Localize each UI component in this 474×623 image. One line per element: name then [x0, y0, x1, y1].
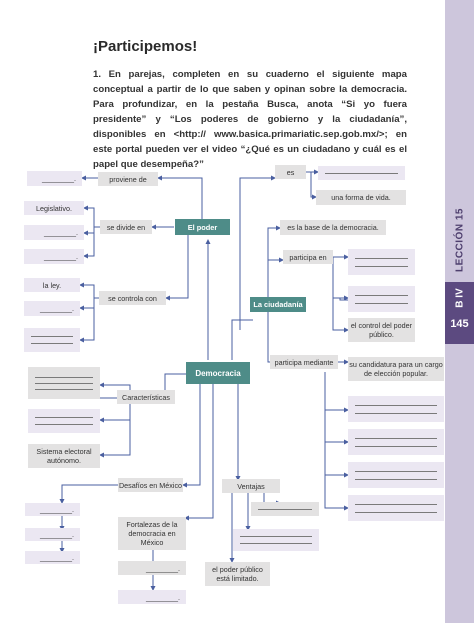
- node-democracia: Democracia: [186, 362, 250, 384]
- label-es: es: [275, 165, 306, 179]
- blank-participa-2[interactable]: [348, 286, 415, 312]
- blank-ventaja-2[interactable]: [233, 529, 319, 551]
- blank-control-2[interactable]: [24, 328, 80, 352]
- box-sistema-electoral: Sistema electoral autónomo.: [28, 444, 100, 468]
- blank-control-1[interactable]: ________.: [24, 301, 80, 316]
- blank-mediante-3[interactable]: [348, 462, 444, 488]
- box-base-democracia: es la base de la democracia.: [280, 220, 386, 235]
- box-fortalezas: Fortalezas de la democracia en México: [118, 517, 186, 550]
- label-proviene-de: proviene de: [98, 172, 158, 186]
- blank-caract-2[interactable]: [28, 409, 100, 433]
- label-se-controla-con: se controla con: [99, 291, 166, 305]
- blank-participa-1[interactable]: [348, 249, 415, 275]
- label-se-divide-en: se divide en: [100, 220, 152, 234]
- node-el-poder: El poder: [175, 219, 230, 235]
- lesson-text: LECCIÓN 15: [454, 208, 465, 272]
- instructions: 1. En parejas, completen en su cuaderno el siguiente mapa conceptual a partir de lo que saben y opinan sobre la democracia. Para profundizar, en la pestaña Busca, anota “Si yo fuera presidente” y “Los poderes de gobierno y la ciudadanía”, disponibles en <http:// www.basica.primariatic.sep.gob.mx/>; en este portal pueden ver el video “¿Qué es un ciudadano y cuál es el papel que desempeña?”: [93, 69, 407, 170]
- box-poder-limitado: el poder público está limitado.: [205, 562, 270, 586]
- box-candidatura: su candidatura para un cargo de elección popular.: [348, 357, 444, 381]
- blank-mediante-4[interactable]: [348, 495, 444, 521]
- label-participa-en: participa en: [283, 250, 333, 264]
- blank-division-1[interactable]: ________.: [24, 225, 84, 240]
- blank-caract-1[interactable]: [28, 367, 100, 399]
- block-text: B IV: [454, 288, 465, 308]
- label-participa-mediante: participa mediante: [270, 355, 338, 369]
- blank-ventaja-1[interactable]: [251, 502, 319, 516]
- blank-fortaleza-1[interactable]: ________.: [118, 561, 186, 575]
- node-la-ciudadania: La ciudadanía: [250, 297, 306, 312]
- blank-division-2[interactable]: ________.: [24, 249, 84, 264]
- blank-mediante-1[interactable]: [348, 396, 444, 422]
- label-ventajas: Ventajas: [222, 479, 280, 493]
- page-number: 145: [450, 318, 469, 330]
- label-desafios: Desafíos en México: [118, 478, 183, 492]
- label-caracteristicas: Características: [117, 390, 175, 404]
- blank-desafio-2[interactable]: ________.: [25, 528, 80, 541]
- blank-fortaleza-2[interactable]: ________.: [118, 590, 186, 604]
- blank-proviene[interactable]: ________.: [27, 171, 82, 186]
- box-la-ley: la ley.: [24, 278, 80, 292]
- blank-desafio-1[interactable]: ________.: [25, 503, 80, 516]
- page-title: ¡Participemos!: [93, 38, 198, 55]
- blank-mediante-2[interactable]: [348, 429, 444, 455]
- box-control-poder: el control del poder público.: [348, 318, 415, 342]
- box-forma-de-vida: una forma de vida.: [316, 190, 406, 205]
- box-legislativo: Legislativo.: [24, 201, 84, 215]
- blank-es[interactable]: [318, 166, 405, 180]
- blank-desafio-3[interactable]: ________.: [25, 551, 80, 564]
